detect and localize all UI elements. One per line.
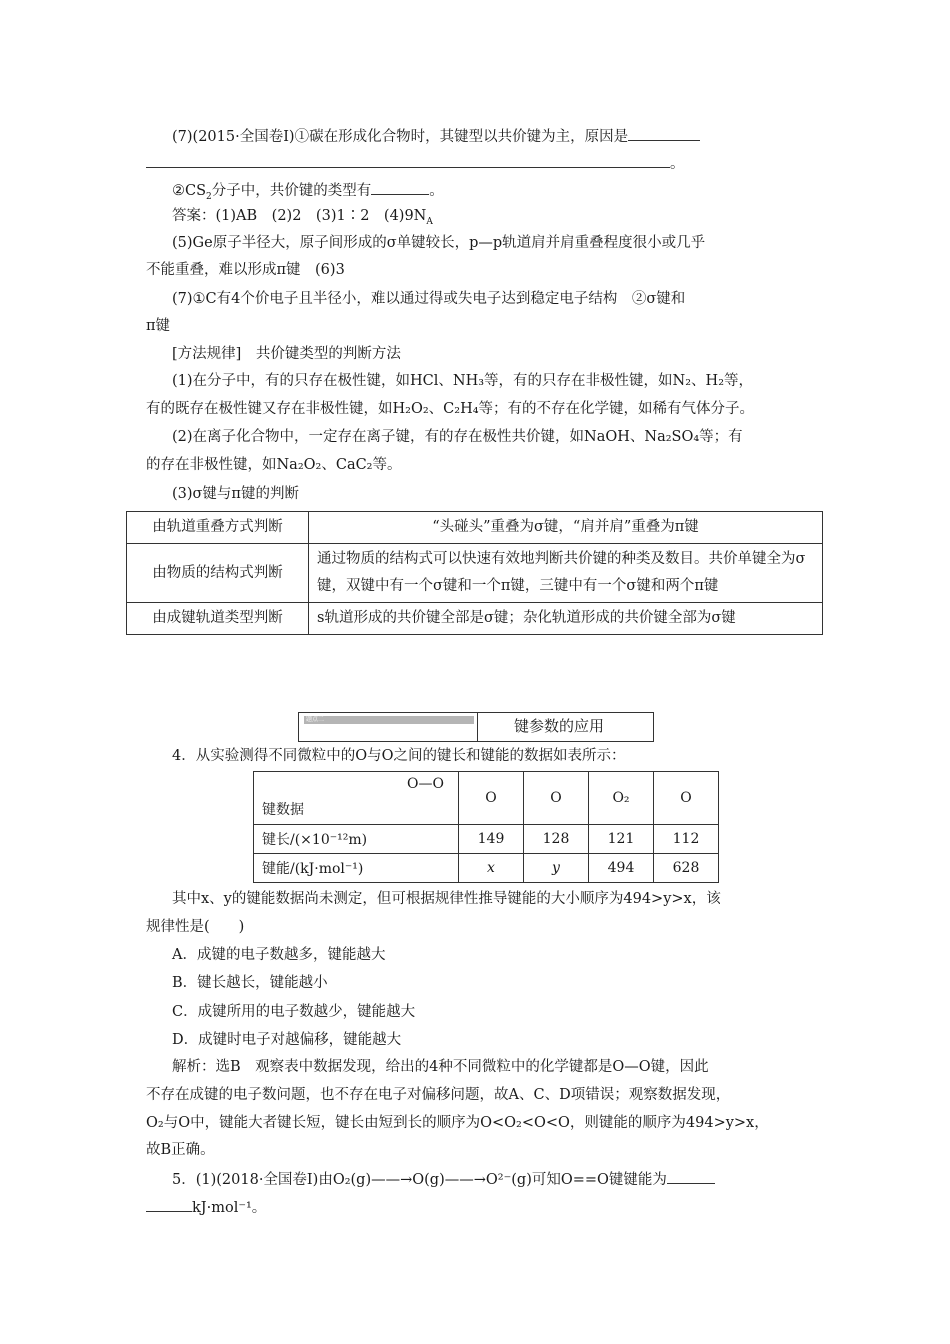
row-label: 键长/(×10⁻¹²m)	[254, 825, 459, 854]
q4-text: 规律性是( )	[146, 919, 245, 935]
answer-blank[interactable]	[628, 126, 700, 141]
table-cell: y	[524, 854, 589, 883]
option-c[interactable]: C．成键所用的电子数越少，键能越大	[172, 1004, 416, 1020]
table-cell: 149	[459, 825, 524, 854]
answer-line: (7)①C有4个价电子且半径小，难以通过得或失电子达到稳定电子结构 ②σ键和	[172, 291, 686, 307]
table-cell: 由轨道重叠方式判断	[127, 512, 309, 544]
column-header: O	[654, 772, 719, 825]
method-paragraph: 有的既存在极性键又存在非极性键，如H₂O₂、C₂H₄等；有的不存在化学键，如稀有气体分子。	[146, 401, 755, 417]
bond-judge-table	[126, 511, 823, 635]
method-paragraph: (1)在分子中，有的只存在极性键，如HCl、NH₃等，有的只存在非极性键，如N₂、H₂等，	[172, 373, 754, 389]
q7-line2: 。	[146, 153, 685, 174]
table-cell: 由成键轨道类型判断	[127, 603, 309, 635]
q4-text: 其中x、y的键能数据尚未测定，但可根据规律性推导键能的大小顺序为494>y>x，该	[172, 891, 721, 907]
analysis-line: 故B正确。	[146, 1142, 215, 1158]
row-label: 键能/(kJ·mol⁻¹)	[254, 854, 459, 883]
option-b[interactable]: B．键长越长，键能越小	[172, 975, 328, 991]
table-cell: x	[459, 854, 524, 883]
table-cell: 121	[589, 825, 654, 854]
table-cell: 494	[589, 854, 654, 883]
table-cell: “头碰头”重叠为σ键，“肩并肩”重叠为π键	[309, 512, 823, 544]
method-paragraph: 的存在非极性键，如Na₂O₂、CaC₂等。	[146, 457, 402, 473]
answer-blank[interactable]	[146, 153, 670, 168]
table-cell: s轨道形成的共价键全部是σ键；杂化轨道形成的共价键全部为σ键	[309, 603, 823, 635]
column-header: O₂	[589, 772, 654, 825]
table-row	[127, 512, 823, 544]
column-header: O	[459, 772, 524, 825]
topic-title: 键参数的应用	[514, 717, 605, 735]
answer-blank[interactable]	[371, 180, 429, 195]
answer-line: π键	[146, 318, 171, 334]
table-row	[254, 825, 719, 854]
method-paragraph: (2)在离子化合物中，一定存在离子键，有的存在极性共价键，如NaOH、Na₂SO₄等；有	[172, 429, 743, 445]
analysis-line: 解析：选B 观察表中数据发现，给出的4种不同微粒中的化学键都是O—O键，因此	[172, 1059, 709, 1075]
table-cell: 128	[524, 825, 589, 854]
option-a[interactable]: A．成键的电子数越多，键能越大	[172, 947, 386, 963]
answer-line: 不能重叠，难以形成π键 (6)3	[146, 262, 345, 278]
table-cell: 通过物质的结构式可以快速有效地判断共价键的种类及数目。共价单键全为σ键，双键中有一个σ键和一个π键，三键中有一个σ键和两个π键	[309, 544, 823, 603]
q7-line3: $②CS_2$分子中，共价键的类型有 。	[172, 180, 444, 207]
option-d[interactable]: D．成键时电子对越偏移，键能越大	[172, 1032, 402, 1048]
table-cell: 112	[654, 825, 719, 854]
analysis-line: 不存在成键的电子数问题，也不存在电子对偏移问题，故A、C、D项错误；观察数据发现，	[146, 1087, 731, 1103]
q4-stem: 4．从实验测得不同微粒中的O与O之间的键长和键能的数据如表所示：	[172, 748, 626, 764]
table-cell: 628	[654, 854, 719, 883]
table-row	[254, 854, 719, 883]
topic-header	[298, 712, 654, 742]
table-row	[127, 544, 823, 603]
answer-blank[interactable]	[667, 1169, 715, 1184]
topic-tag: 题点二	[299, 713, 478, 741]
answer-line: 答案：(1)AB (2)2 (3)1∶2 $(4)9N_A$	[172, 208, 433, 227]
table-row	[127, 603, 823, 635]
table-cell: 由物质的结构式判断	[127, 544, 309, 603]
q5-line2: kJ·mol⁻¹。	[146, 1197, 266, 1218]
table-corner-cell: O—O 键数据	[254, 772, 459, 825]
bond-data-table	[253, 771, 719, 883]
q7-line1: (7)(2015·全国卷Ⅰ)①碳在形成化合物时，其键型以共价键为主，原因是	[172, 126, 700, 147]
answer-blank[interactable]	[146, 1197, 192, 1212]
q5-line1: 5．(1)(2018·全国卷Ⅰ)由O₂(g)——→O(g)——→O²⁻(g)可知O==O键键能为	[172, 1169, 715, 1190]
answer-line: (5)Ge原子半径大，原子间形成的σ单键较长，p—p轨道肩并肩重叠程度很小或几乎	[172, 235, 706, 251]
column-header: O	[524, 772, 589, 825]
analysis-line: O₂与O中，键能大者键长短，键长由短到长的顺序为O<O₂<O<O，则键能的顺序为494>y>x，	[146, 1115, 769, 1131]
method-paragraph: (3)σ键与π键的判断	[172, 486, 299, 502]
method-title: [方法规律] 共价键类型的判断方法	[172, 346, 401, 362]
table-row	[254, 772, 719, 825]
